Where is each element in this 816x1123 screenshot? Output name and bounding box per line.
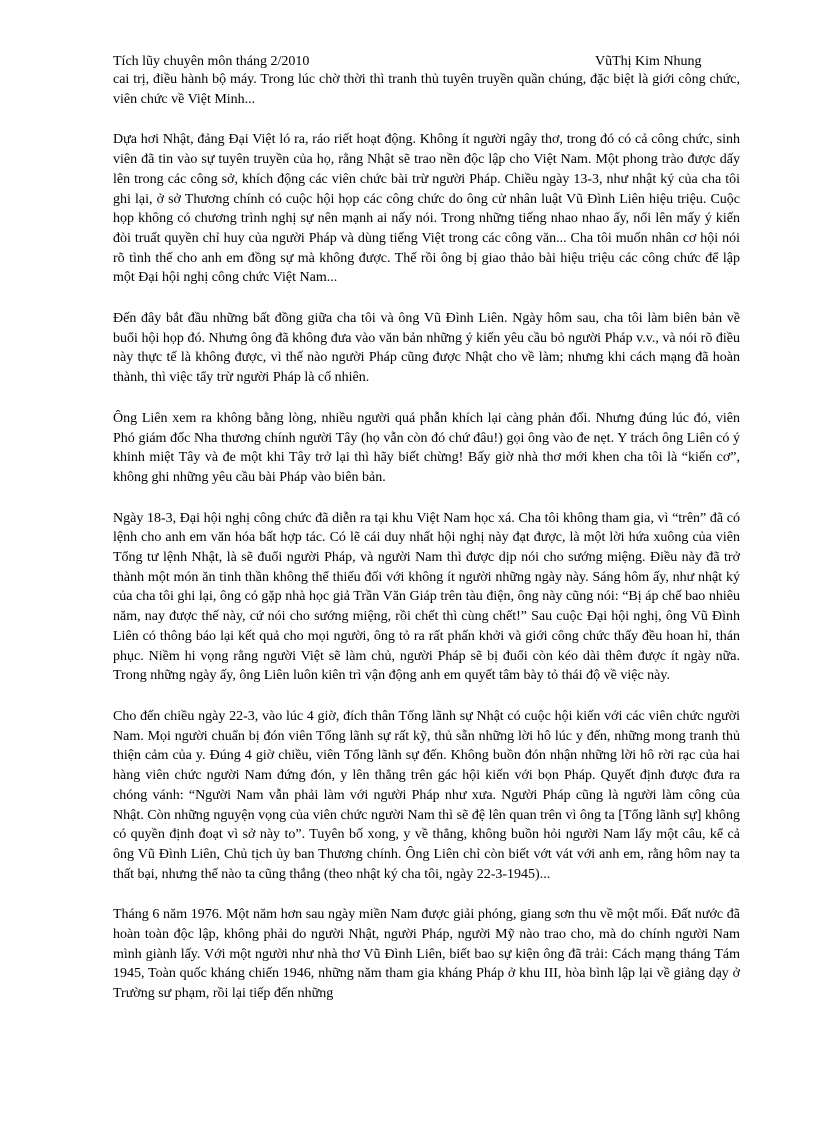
header-author: VũThị Kim Nhung (595, 54, 702, 69)
document-body (113, 70, 740, 1004)
paragraph: cai trị, điều hành bộ máy. Trong lúc chờ thời thì tranh thủ tuyên truyền quần chúng, đặc biệt là giới công chức, viên chức về Việt Minh... (113, 72, 740, 107)
header-title: Tích lũy chuyên môn tháng 2/2010 (113, 54, 310, 69)
paragraph: Tháng 6 năm 1976. Một năm hơn sau ngày miền Nam được giải phóng, giang sơn thu về một mối. Đất nước đã hoàn toàn độc lập, không phải do người Nhật, người Pháp, người Mỹ nào trao cho, mà do chính người Nam mình giành lấy. Với một người như nhà thơ Vũ Đình Liên, biết bao sự kiện ông đã trải: Cách mạng tháng Tám 1945, Toàn quốc kháng chiến 1946, những năm tham gia kháng Pháp ở khu III, hòa bình lập lại về giảng dạy ở Trường sư phạm, rồi lại tiếp đến những (113, 907, 740, 1002)
paragraph: Đến đây bắt đầu những bất đồng giữa cha tôi và ông Vũ Đình Liên. Ngày hôm sau, cha tôi làm biên bản về buổi hội họp đó. Nhưng ông đã không đưa vào văn bản những ý kiến yêu cầu bỏ người Pháp v.v., và nói rõ điều này thực tế là không được, vì thế nào người Pháp cũng được Nhật cho về làm; nhưng khi cách mạng đã hoàn thành, thì việc tẩy trừ người Pháp là cố nhiên. (113, 311, 740, 386)
paragraph: Dựa hơi Nhật, đảng Đại Việt ló ra, ráo riết hoạt động. Không ít người ngây thơ, trong đó có cả công chức, sinh viên đã tin vào sự tuyên truyền của họ, rằng Nhật sẽ trao nền độc lập cho Việt Nam. Một phong trào được dấy lên trong các công sở, khích động các viên chức bài trừ người Pháp. Chiều ngày 13-3, như nhật ký của cha tôi ghi lại, ở sở Thương chính có cuộc hội họp các công chức do ông cử nhân luật Vũ Đình Liên hiệu triệu. Cuộc họp không có chương trình nghị sự nên mạnh ai nấy nói. Trong những tiếng nhao nhao ấy, nổi lên mấy ý kiến đòi truất quyền chỉ huy của người Pháp và dùng tiếng Việt trong các công văn... Cha tôi muốn nhân cơ hội nói rõ tình thế cho anh em đồng sự mà không được. Thế rồi ông bị giao thảo bài hiệu triệu các công chức để lập một Đại hội nghị công chức Việt Nam... (113, 132, 740, 286)
paragraph: Cho đến chiều ngày 22-3, vào lúc 4 giờ, đích thân Tổng lãnh sự Nhật có cuộc hội kiến với các viên chức người Nam. Mọi người chuẩn bị đón viên Tổng lãnh sự rất kỹ, thủ sẵn những lời hô lúc y đến, những mong tranh thủ thiện cảm của y. Đúng 4 giờ chiều, viên Tổng lãnh sự đến. Không buồn đón nhận những lời hô rời rạc của hai hàng viên chức người Nam đứng đón, y lên thẳng trên gác hội kiến với bọn Pháp. Quyết định được đưa ra chóng vánh: “Người Nam vẫn phải làm với người Pháp như xưa. Người Pháp cũng là người làm công của Nhật. Còn những nguyện vọng của viên chức người Nam thì sẽ đệ lên quan trên vì ông ta [Tổng lãnh sự] không có quyền định đoạt vì sở này to”. Tuyên bố xong, y về thẳng, không buồn hỏi người Nam lấy một câu, kể cả ông Vũ Đình Liên, Chủ tịch ủy ban Thương chính. Ông Liên chỉ còn biết vớt vát với anh em, rằng hôm nay ta thất bại, nhưng thế nào ta cũng thắng (theo nhật ký cha tôi, ngày 22-3-1945)... (113, 708, 740, 882)
page-header (113, 54, 740, 70)
paragraph: Ông Liên xem ra không bằng lòng, nhiều người quá phẫn khích lại càng phản đối. Nhưng đúng lúc đó, viên Phó giám đốc Nha thương chính người Tây (họ vẫn còn đó chứ đâu!) gọi ông vào đe nẹt. Y trách ông Liên có ý khinh miệt Tây và đe một khi Tây trở lại thì hãy biết chừng! Bấy giờ nhà thơ mới khen cha tôi là “kiến cơ”, không ghi những yêu cầu bài Pháp vào biên bản. (113, 410, 740, 485)
document-page (113, 54, 740, 1004)
paragraph: Ngày 18-3, Đại hội nghị công chức đã diễn ra tại khu Việt Nam học xá. Cha tôi không tham gia, vì “trên” đã có lệnh cho anh em văn hóa bất hợp tác. Có lẽ cái duy nhất hội nghị này đạt được, là một lời hứa xuông của viên Tổng tư lệnh Nhật, là sẽ đuổi người Pháp, và người Nam thì được dịp nói cho sướng miệng. Điều này đã trở thành một món ăn tinh thần không thể thiếu đối với không ít người những ngày này. Sáng hôm ấy, như nhật ký của cha tôi ghi lại, ông có gặp nhà học giả Trần Văn Giáp trên tàu điện, ông này cũng nói: “Bị áp chế bao nhiêu năm, nay được thế này, cứ nói cho sướng miệng, rồi chết thì cùng chết!” Sau cuộc Đại hội nghị, ông Vũ Đình Liên có thông báo lại kết quả cho mọi người, ông tỏ ra rất phấn khởi và giới công chức thấy đều hoan hỉ, thán phục. Niềm hi vọng rằng người Việt sẽ làm chủ, người Pháp sẽ bị đuổi còn kéo dài thêm được ít ngày nữa. Trong những ngày ấy, ông Liên luôn kiên trì vận động anh em quyết tâm bày tỏ thái độ về việc này. (113, 510, 740, 684)
